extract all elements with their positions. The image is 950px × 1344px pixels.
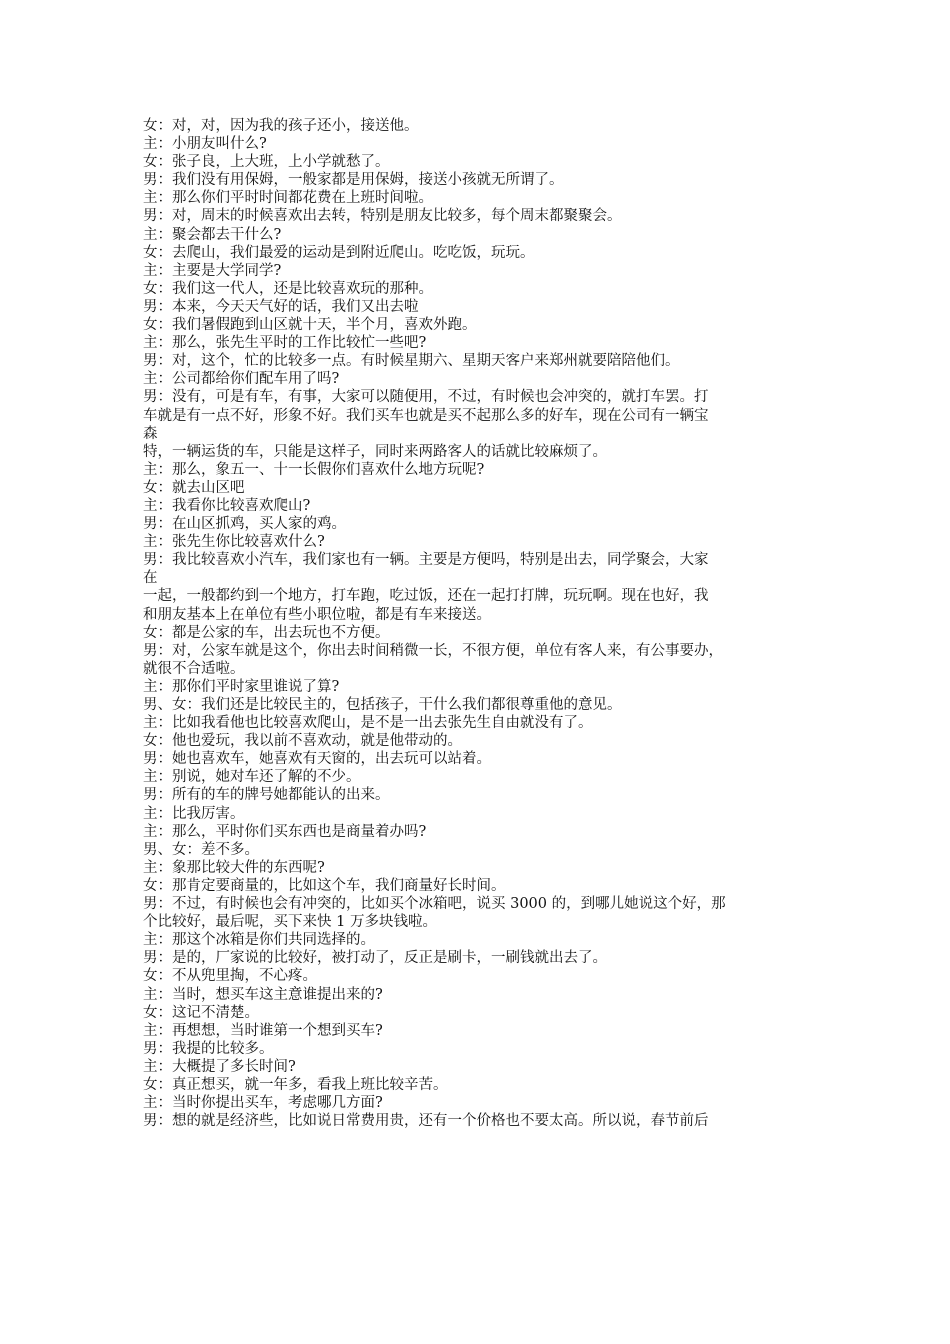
transcript-line: 男：我们没有用保姆，一般家都是用保姆，接送小孩就无所谓了。 (143, 172, 564, 189)
transcript-line: 男：不过，有时候也会有冲突的，比如买个冰箱吧，说买 3000 的，到哪儿她说这个好，那 (143, 896, 726, 913)
transcript-line: 女：那肯定要商量的，比如这个车，我们商量好长时间。 (143, 877, 506, 894)
transcript-line: 男：对，周末的时候喜欢出去转，特别是朋友比较多，每个周末都聚聚会。 (143, 208, 622, 225)
transcript-line: 主：主要是大学同学? (143, 262, 282, 279)
transcript-line: 森 (143, 425, 158, 442)
transcript-line: 主：比如我看他也比较喜欢爬山，是不是一出去张先生自由就没有了。 (143, 715, 593, 732)
transcript-line: 男：对，公家车就是这个，你出去时间稍微一长，不很方便，单位有客人来，有公事要办， (143, 642, 723, 659)
transcript-line: 男：对，这个，忙的比较多一点。有时候星期六、星期天客户来郑州就要陪陪他们。 (143, 353, 680, 370)
transcript-line: 和朋友基本上在单位有些小职位啦，都是有车来接送。 (143, 606, 491, 623)
transcript-line: 女：就去山区吧 (143, 479, 245, 496)
transcript-line: 主：那么，平时你们买东西也是商量着办吗? (143, 823, 427, 840)
transcript-line: 男、女：我们还是比较民主的，包括孩子，干什么我们都很尊重他的意见。 (143, 697, 622, 713)
transcript-line: 主：大概提了多长时间? (143, 1058, 296, 1075)
transcript-line: 女：他也爱玩，我以前不喜欢动，就是他带动的。 (143, 733, 462, 750)
transcript-line: 车就是有一点不好，形象不好。我们买车也就是买不起那么多的好车，现在公司有一辆宝 (143, 407, 709, 424)
transcript-line: 主：再想想，当时谁第一个想到买车? (143, 1022, 383, 1039)
transcript-line: 主：那么，张先生平时的工作比较忙一些吧? (143, 335, 427, 352)
transcript-line: 主：那你们平时家里谁说了算? (143, 678, 340, 695)
transcript-line: 主：聚会都去干什么? (143, 226, 282, 243)
transcript-line: 男：本来，今天天气好的话，我们又出去啦 (143, 298, 419, 315)
transcript-line: 男：想的就是经济些，比如说日常费用贵，还有一个价格也不要太高。所以说，春节前后 (143, 1113, 709, 1130)
transcript-line: 主：别说，她对车还了解的不少。 (143, 769, 361, 786)
transcript-line: 主：那么，象五一、十一长假你们喜欢什么地方玩呢? (143, 461, 485, 478)
transcript-line: 女：真正想买，就一年多，看我上班比较辛苦。 (143, 1076, 448, 1093)
transcript-line: 女：我们这一代人，还是比较喜欢玩的那种。 (143, 280, 433, 297)
transcript-line: 主：那这个冰箱是你们共同选择的。 (143, 932, 375, 949)
transcript-line: 男：没有，可是有车，有事，大家可以随便用，不过，有时候也会冲突的，就打车罢。打 (143, 389, 709, 406)
transcript-line: 主：小朋友叫什么? (143, 136, 267, 153)
transcript-line: 特，一辆运货的车，只能是这样子，同时来两路客人的话就比较麻烦了。 (143, 443, 607, 460)
transcript-line: 女：我们暑假跑到山区就十天，半个月，喜欢外跑。 (143, 317, 477, 334)
transcript-line: 一起，一般都约到一个地方，打车跑，吃过饭，还在一起打打牌，玩玩啊。现在也好，我 (143, 588, 709, 605)
transcript-line: 男：是的，厂家说的比较好，被打动了，反正是刷卡，一刷钱就出去了。 (143, 950, 607, 967)
transcript-line: 女：张子良，上大班，上小学就愁了。 (143, 154, 390, 171)
transcript-line: 男、女：差不多。 (143, 841, 259, 858)
transcript-line: 主：我看你比较喜欢爬山? (143, 497, 311, 514)
transcript-line: 个比较好，最后呢，买下来快 1 万多块钱啦。 (143, 914, 437, 931)
transcript-line: 主：比我厉害。 (143, 805, 245, 822)
transcript-line: 主：张先生你比较喜欢什么? (143, 534, 325, 551)
transcript-line: 女：对，对，因为我的孩子还小，接送他。 (143, 118, 419, 134)
transcript-line: 女：都是公家的车，出去玩也不方便。 (143, 624, 390, 641)
transcript-line: 主：当时，想买车这主意谁提出来的? (143, 986, 383, 1003)
transcript-line: 男：在山区抓鸡，买人家的鸡。 (143, 516, 346, 533)
transcript-line: 男：她也喜欢车，她喜欢有天窗的，出去玩可以站着。 (143, 751, 491, 768)
transcript-line: 主：公司都给你们配车用了吗? (143, 371, 340, 388)
transcript-line: 就很不合适啦。 (143, 660, 245, 677)
transcript-line: 主：那么你们平时时间都花费在上班时间啦。 (143, 190, 433, 207)
transcript-line: 女：不从兜里掏，不心疼。 (143, 968, 317, 985)
transcript-line: 女：这记不清楚。 (143, 1004, 259, 1021)
transcript-line: 主：当时你提出买车，考虑哪几方面? (143, 1095, 383, 1112)
transcript-line: 主：象那比较大件的东西呢? (143, 859, 325, 876)
transcript-line: 在 (143, 570, 158, 587)
transcript-line: 男：我比较喜欢小汽车，我们家也有一辆。主要是方便吗，特别是出去，同学聚会，大家 (143, 552, 709, 569)
transcript-line: 男：我提的比较多。 (143, 1040, 274, 1057)
transcript-line: 男：所有的车的牌号她都能认的出来。 (143, 787, 390, 804)
transcript-line: 女：去爬山，我们最爱的运动是到附近爬山。吃吃饭，玩玩。 (143, 244, 535, 261)
interview-transcript (143, 117, 818, 1130)
